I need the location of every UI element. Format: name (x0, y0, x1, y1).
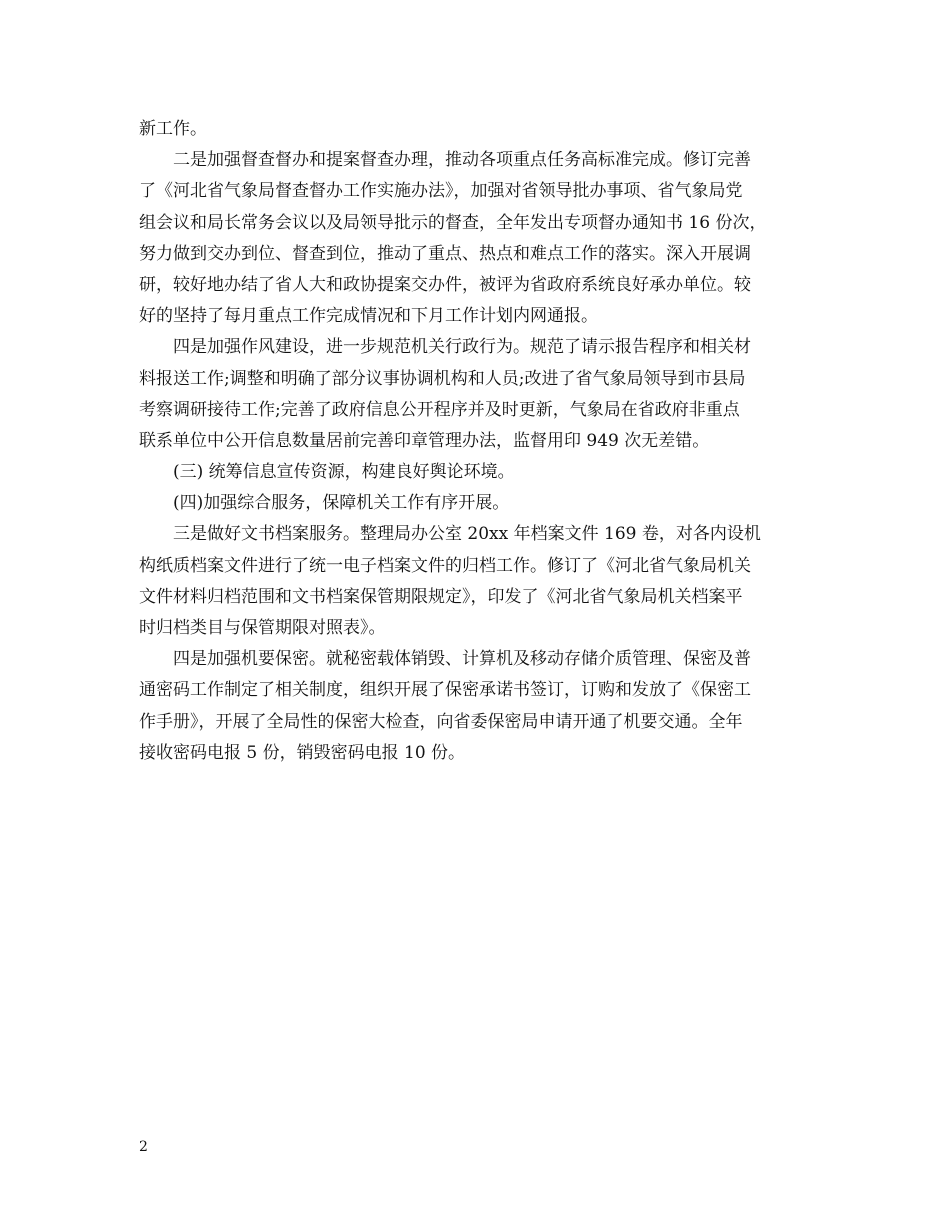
text-line: 通密码工作制定了相关制度，组织开展了保密承诺书签订，订购和发放了《保密工 (139, 680, 751, 701)
text-line: 研，较好地办结了省人大和政协提案交办件，被评为省政府系统良好承办单位。较 (139, 274, 751, 295)
section-heading: (四)加强综合服务，保障机关工作有序开展。 (173, 493, 510, 514)
text-line: 考察调研接待工作;完善了政府信息公开程序并及时更新，气象局在省政府非重点 (139, 399, 740, 420)
paragraph-4 (139, 457, 815, 488)
paragraph-5 (139, 488, 815, 519)
text-line: 新工作。 (139, 119, 207, 139)
paragraph-2 (139, 145, 815, 332)
text-line: 四是加强机要保密。就秘密载体销毁、计算机及移动存储介质管理、保密及普 (173, 649, 751, 670)
text-line: 组会议和局长常务会议以及局领导批示的督查，全年发出专项督办通知书 16 份次， (139, 212, 767, 233)
text-line: 构纸质档案文件进行了统一电子档案文件的归档工作。修订了《河北省气象局机关 (139, 555, 751, 576)
text-line: 四是加强作风建设，进一步规范机关行政行为。规范了请示报告程序和相关材 (173, 337, 751, 358)
paragraph-7 (139, 644, 815, 769)
text-line: 三是做好文书档案服务。整理局办公室 20xx 年档案文件 169 卷，对各内设机 (173, 524, 761, 545)
text-line: 了《河北省气象局督查督办工作实施办法》，加强对省领导批办事项、省气象局党 (139, 181, 743, 202)
text-line: 联系单位中公开信息数量居前完善印章管理办法，监督用印 949 次无差错。 (139, 430, 710, 451)
text-line: 好的坚持了每月重点工作完成情况和下月工作计划内网通报。 (139, 306, 598, 327)
document-body (139, 114, 815, 769)
section-heading: (三) 统筹信息宣传资源，构建良好舆论环境。 (173, 462, 515, 483)
paragraph-6 (139, 519, 815, 644)
text-line: 努力做到交办到位、督查到位，推动了重点、热点和难点工作的落实。深入开展调 (139, 243, 751, 264)
text-line: 接收密码电报 5 份，销毁密码电报 10 份。 (139, 742, 466, 763)
text-line: 作手册》，开展了全局性的保密大检查，向省委保密局申请开通了机要交通。全年 (139, 711, 743, 732)
text-line: 二是加强督查督办和提案督查办理，推动各项重点任务高标准完成。修订完善 (173, 150, 751, 171)
paragraph-1 (139, 114, 815, 145)
text-line: 文件材料归档范围和文书档案保管期限规定》，印发了《河北省气象局机关档案平 (139, 586, 743, 607)
page-number: 2 (139, 1139, 148, 1155)
text-line: 时归档类目与保管期限对照表》。 (139, 618, 386, 638)
text-line: 料报送工作;调整和明确了部分议事协调机构和人员;改进了省气象局领导到市县局 (139, 368, 746, 389)
paragraph-3 (139, 332, 815, 457)
